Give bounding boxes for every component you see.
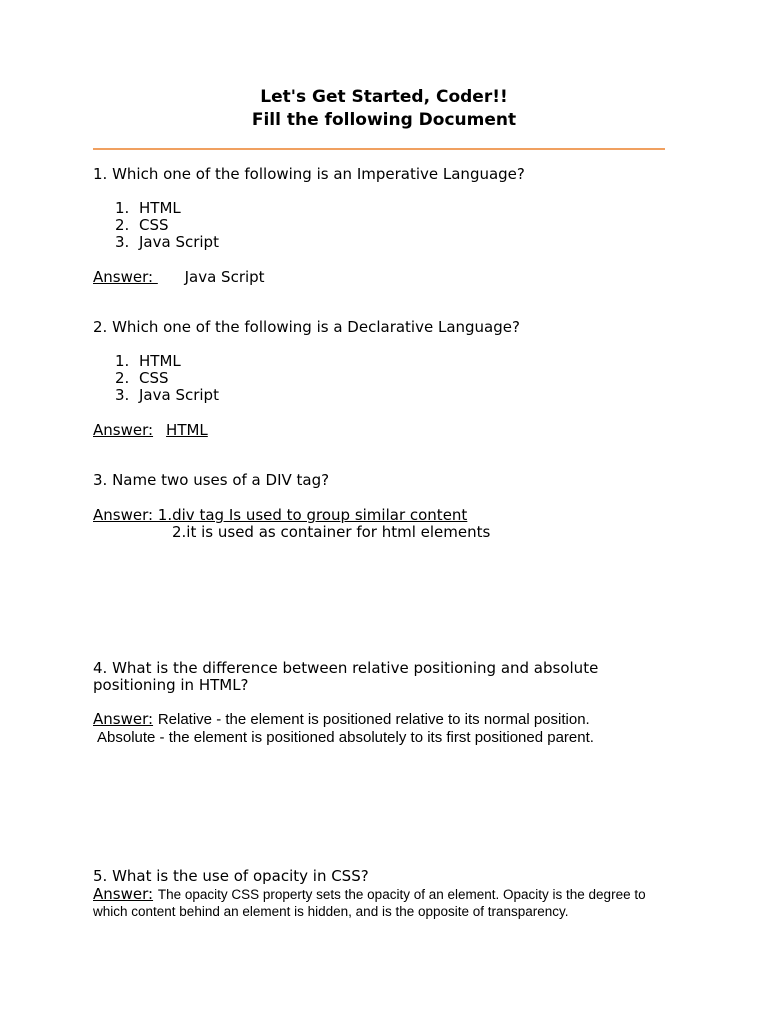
- q3-answer-line-2: 2.it is used as container for html elements: [172, 523, 491, 541]
- q1-answer-row: [93, 269, 265, 286]
- q4-answer-label: Answer:: [93, 710, 154, 728]
- question-2: 2. Which one of the following is a Declarative Language?: [93, 318, 520, 336]
- question-3: 3. Name two uses of a DIV tag?: [93, 471, 330, 489]
- document-subtitle: Fill the following Document: [251, 110, 517, 130]
- q1-option-number: 2.: [115, 216, 130, 234]
- q1-option-text: CSS: [139, 216, 169, 234]
- q2-option-number: 2.: [115, 369, 130, 387]
- q4-answer-line-2: Absolute - the element is positioned absolutely to its first positioned parent.: [97, 729, 594, 746]
- q1-answer: Java Script: [184, 268, 265, 286]
- q2-answer-row: [93, 422, 208, 439]
- document-title: Let's Get Started, Coder!!: [260, 87, 508, 107]
- q2-option-text: Java Script: [139, 386, 219, 404]
- title-divider: [93, 148, 665, 150]
- q3-answer-line-1: Answer: 1.div tag Is used to group similar content: [93, 506, 468, 524]
- question-1: 1. Which one of the following is an Imperative Language?: [93, 165, 525, 183]
- q2-option-text: CSS: [139, 369, 169, 387]
- q4-answer-line-1: Relative - the element is positioned relative to its normal position.: [157, 711, 590, 728]
- q1-option-number: 1.: [115, 199, 130, 217]
- q2-answer-label: Answer:: [93, 421, 154, 439]
- q2-answer: HTML: [166, 421, 208, 439]
- question-4-line-1: 4. What is the difference between relative positioning and absolute: [93, 659, 599, 677]
- q4-answer-row: [93, 711, 590, 728]
- q1-answer-label: Answer:: [93, 268, 158, 286]
- question-5: 5. What is the use of opacity in CSS?: [93, 867, 369, 885]
- q5-answer-label: Answer:: [93, 885, 154, 903]
- q5-answer-line-2: which content behind an element is hidden, and is the opposite of transparency.: [93, 904, 569, 919]
- q1-option-text: HTML: [139, 199, 181, 217]
- q2-option-text: HTML: [139, 352, 181, 370]
- q1-option-text: Java Script: [139, 233, 219, 251]
- question-4-line-2: positioning in HTML?: [93, 676, 249, 694]
- q5-answer-row: [93, 886, 646, 903]
- q2-option-number: 1.: [115, 352, 130, 370]
- q1-option-number: 3.: [115, 233, 130, 251]
- q5-answer-line-1: The opacity CSS property sets the opacity of an element. Opacity is the degree to: [157, 887, 646, 902]
- q2-option-number: 3.: [115, 386, 130, 404]
